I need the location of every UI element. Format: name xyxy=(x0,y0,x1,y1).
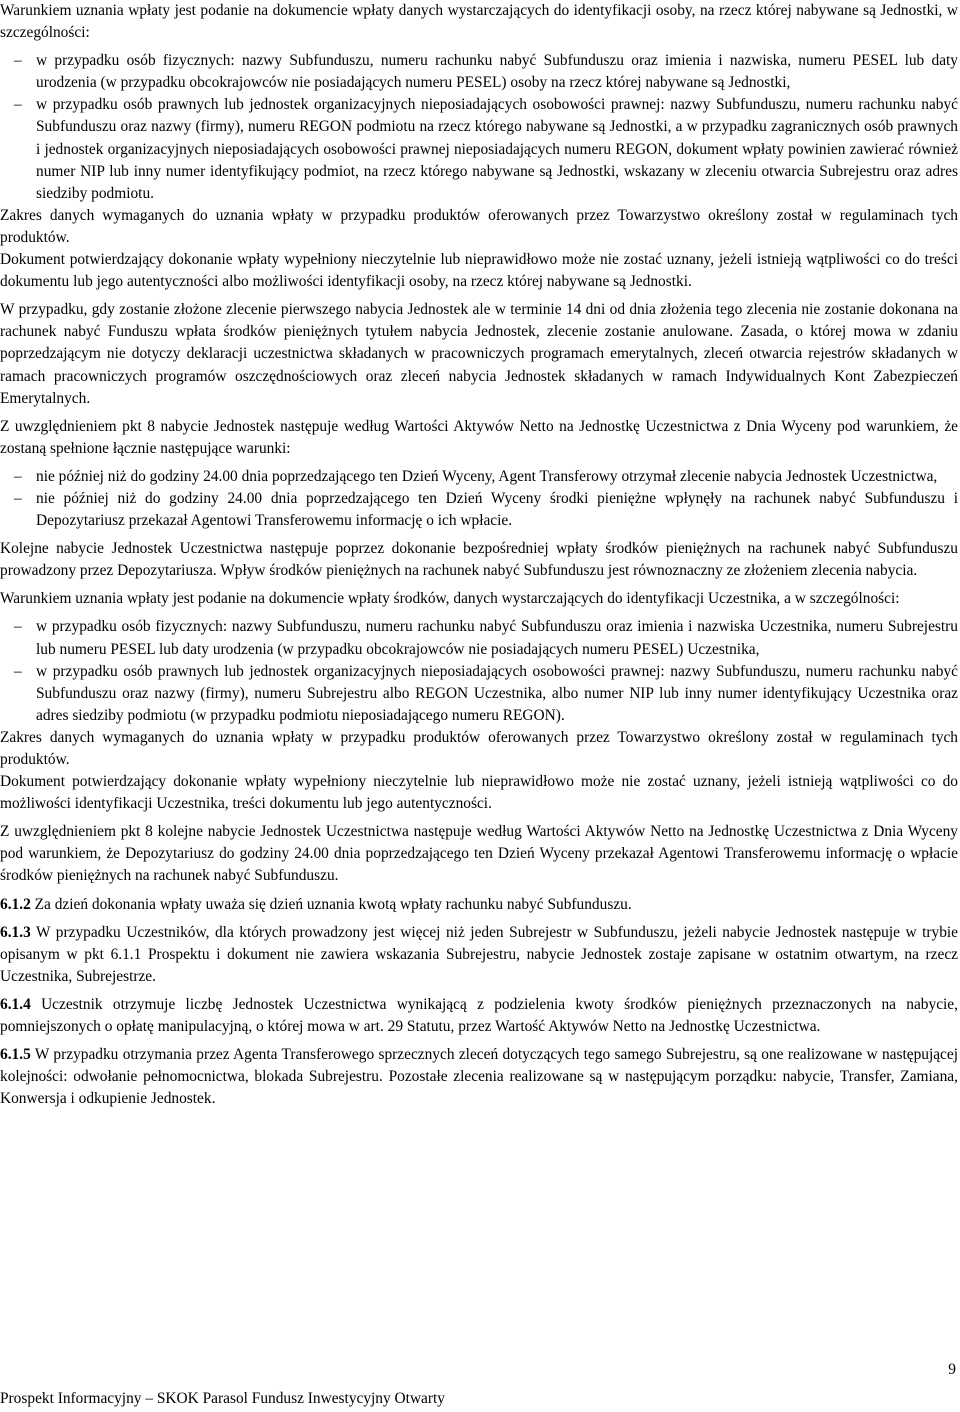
section-number: 6.1.4 xyxy=(0,995,31,1013)
dash-bullet-icon: – xyxy=(14,467,22,485)
paragraph: Z uwzględnieniem pkt 8 kolejne nabycie Jednostek Uczestnictwa następuje według Wartości Aktywów Netto na Jednostkę Uczestnictwa z Dnia Wyceny pod warunkiem, że Depozytariusz do godziny 24.00 dnia poprzedzającego ten Dzień Wyceny przekazał Agentowi Transferowemu informację o wpłacie środków pieniężnych na rachunek nabyć Subfunduszu. xyxy=(0,823,958,885)
section-text: Uczestnik otrzymuje liczbę Jednostek Uczestnictwa wynikającą z podzielenia kwoty środków pieniężnych przeznaczonych na nabycie, pomniejszonych o opłatę manipulacyjną, o której mowa w art. 29 Statutu, przez Wartość Aktywów Netto na Jednostkę Uczestnictwa. xyxy=(0,995,958,1036)
paragraph: Dokument potwierdzający dokonanie wpłaty wypełniony nieczytelnie lub nieprawidłowo może nie zostać uznany, jeżeli istnieją wątpliwości co do treści dokumentu lub jego autentyczności albo możliwości identyfikacji osoby, na rzecz której nabywane są Jednostki. xyxy=(0,251,958,291)
section-text: Za dzień dokonania wpłaty uważa się dzień uznania kwotą wpłaty rachunku nabyć Subfunduszu. xyxy=(34,895,632,913)
page-number: 9 xyxy=(948,1361,956,1378)
paragraph: Warunkiem uznania wpłaty jest podanie na dokumencie wpłaty środków, danych wystarczających do identyfikacji Uczestnika, a w szczególności: xyxy=(0,590,900,608)
dash-bullet-icon: – xyxy=(14,662,22,680)
dash-bullet-icon: – xyxy=(14,52,22,70)
list-item xyxy=(0,94,958,204)
section-6-1-5 xyxy=(0,1044,958,1110)
dash-bullet-icon: – xyxy=(14,489,22,507)
list-item-text: w przypadku osób prawnych lub jednostek organizacyjnych nieposiadających osobowości prawnej: nazwy Subfunduszu, numeru rachunku nabyć Subfunduszu oraz nazwy (firmy), numeru REGON podmiotu na rzecz którego nabywane są Jednostki, a w przypadku zagranicznych osób prawnych i jednostek organizacyjnych nieposiadających osobowości prawnej nieposiadających numeru REGON, dokument wpłaty powinien zawierać również numer NIP lub inny numer identyfikujący podmiot, na rzecz którego nabywane są Jednostki, wskazany w zleceniu otwarcia Subrejestru oraz adres siedziby podmiotu. xyxy=(36,96,958,202)
paragraph: Dokument potwierdzający dokonanie wpłaty wypełniony nieczytelnie lub nieprawidłowo może nie zostać uznany, jeżeli istnieją wątpliwości co do możliwości identyfikacji Uczestnika, treści dokumentu lub jego autentyczności. xyxy=(0,773,958,813)
dash-bullet-icon: – xyxy=(14,618,22,636)
list-item xyxy=(0,661,958,727)
list-item-text: w przypadku osób fizycznych: nazwy Subfunduszu, numeru rachunku nabyć Subfunduszu oraz imienia i nazwiska Uczestnika, numeru Subrejestru lub numeru PESEL lub daty urodzenia (w przypadku obcokrajowców nie posiadających numeru PESEL) Uczestnika, xyxy=(36,618,958,658)
paragraph: Kolejne nabycie Jednostek Uczestnictwa następuje poprzez dokonanie bezpośredniej wpłaty środków pieniężnych na rachunek nabyć Subfunduszu prowadzony przez Depozytariusza. Wpływ środków pieniężnych na rachunek nabyć Subfunduszu jest równoznaczny ze złożeniem zlecenia nabycia. xyxy=(0,540,958,580)
section-number: 6.1.5 xyxy=(0,1046,31,1064)
section-number: 6.1.3 xyxy=(0,923,31,941)
list-item xyxy=(0,466,958,488)
list-item xyxy=(0,616,958,660)
list-item-text: nie później niż do godziny 24.00 dnia poprzedzającego ten Dzień Wyceny środki pieniężne wpłynęły na rachunek nabyć Subfunduszu i Depozytariusz przekazał Agentowi Transferowemu informację o ich wpłacie. xyxy=(36,489,958,530)
list-item xyxy=(0,488,958,532)
section-text: W przypadku otrzymania przez Agenta Transferowego sprzecznych zleceń dotyczących tego samego Subrejestru, są one realizowane w następującej kolejności: odwołanie pełnomocnictwa, blokada Subrejestru. Pozostałe zlecenia realizowane są w następującym porządku: nabycie, Transfer, Zamiana, Konwersja i odkupienie Jednostek. xyxy=(0,1046,958,1108)
section-number: 6.1.2 xyxy=(0,895,31,913)
section-6-1-3 xyxy=(0,922,958,988)
dash-bullet-icon: – xyxy=(14,96,22,114)
list-item-text: w przypadku osób fizycznych: nazwy Subfunduszu, numeru rachunku nabyć Subfunduszu oraz imienia i nazwiska, numeru PESEL lub daty urodzenia (w przypadku obcokrajowców nie posiadających numeru PESEL) osoby na rzecz której nabywane są Jednostki, xyxy=(36,52,958,92)
section-6-1-2 xyxy=(0,894,958,916)
list-item-text: nie później niż do godziny 24.00 dnia poprzedzającego ten Dzień Wyceny, Agent Transferowy otrzymał zlecenie nabycia Jednostek Uczestnictwa, xyxy=(36,467,938,485)
paragraph: Warunkiem uznania wpłaty jest podanie na dokumencie wpłaty danych wystarczających do identyfikacji osoby, na rzecz której nabywane są Jednostki, w szczególności: xyxy=(0,2,958,42)
paragraph: W przypadku, gdy zostanie złożone zlecenie pierwszego nabycia Jednostek ale w terminie 14 dni od dnia złożenia tego zlecenia nie zostanie dokonana na rachunek nabyć Funduszu wpłata środków pieniężnych tytułem nabycia Jednostek, zlecenie zostanie anulowane. Zasada, o której mowa w zdaniu poprzedzającym nie dotyczy deklaracji uczestnictwa składanych w pracowniczych programach emerytalnych, zleceń otwarcia rejestrów składanych w ramach pracowniczych programów oszczędnościowych oraz zleceń nabycia Jednostek składanych w ramach Indywidualnych Kont Zabezpieczeń Emerytalnych. xyxy=(0,301,958,407)
list-item xyxy=(0,50,958,94)
paragraph: Zakres danych wymaganych do uznania wpłaty w przypadku produktów oferowanych przez Towarzystwo określony został w regulaminach tych produktów. xyxy=(0,206,958,246)
paragraph: Zakres danych wymaganych do uznania wpłaty w przypadku produktów oferowanych przez Towarzystwo określony został w regulaminach tych produktów. xyxy=(0,728,958,768)
paragraph: Z uwzględnieniem pkt 8 nabycie Jednostek następuje według Wartości Aktywów Netto na Jednostkę Uczestnictwa z Dnia Wyceny pod warunkiem, że zostaną spełnione łącznie następujące warunki: xyxy=(0,417,958,457)
section-6-1-4 xyxy=(0,994,958,1038)
section-text: W przypadku Uczestników, dla których prowadzony jest więcej niż jeden Subrejestr w Subfunduszu, jeżeli nabycie Jednostek następuje w trybie opisanym w pkt 6.1.1 Prospektu i dokument nie zawiera wskazania Subrejestru, nabycie Jednostek zostaje zapisane w ostatnim otwartym, na rzecz Uczestnika, Subrejestrze. xyxy=(0,923,959,985)
list-item-text: w przypadku osób prawnych lub jednostek organizacyjnych nieposiadających osobowości prawnej: nazwy Subfunduszu, numeru rachunku nabyć Subfunduszu oraz nazwy (firmy), numeru Subrejestru albo REGON Uczestnika, albo numer NIP lub inny numer identyfikujący Uczestnika oraz adres siedziby podmiotu (w przypadku podmiotu nieposiadającego numeru REGON). xyxy=(36,662,958,724)
footer-title: Prospekt Informacyjny – SKOK Parasol Fundusz Inwestycyjny Otwarty xyxy=(0,1390,445,1407)
